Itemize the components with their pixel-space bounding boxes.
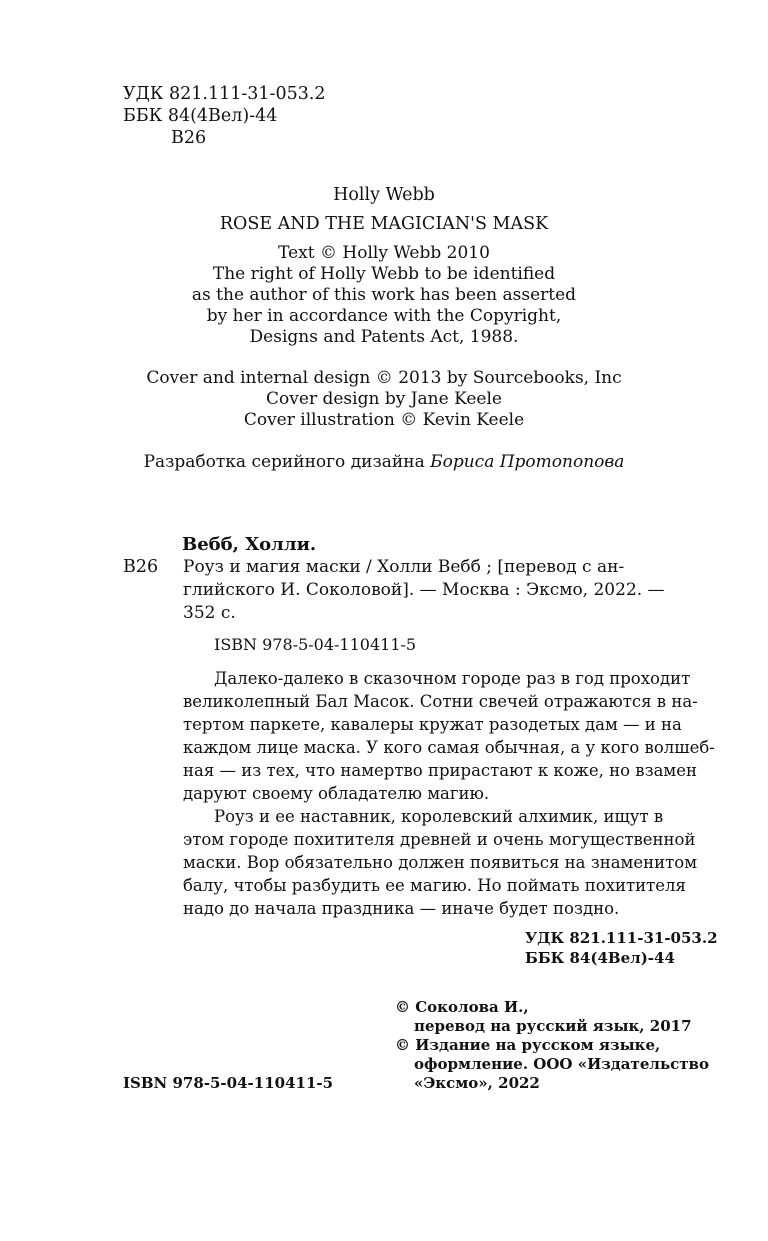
udk-code-top: УДК 821.111-31-053.2 <box>123 84 326 104</box>
annotation-line: даруют своему обладателю магию. <box>183 784 490 803</box>
series-design-name: Бориса Протопопова <box>430 452 625 472</box>
design-line: Cover design by Jane Keele <box>266 389 502 409</box>
footer-copyright-line: «Эксмо», 2022 <box>414 1074 540 1092</box>
catalog-isbn: ISBN 978-5-04-110411-5 <box>214 635 417 654</box>
series-design-line <box>0 452 768 472</box>
annotation-line: каждом лице маска. У кого самая обычная, а у кого волшеб- <box>183 738 715 757</box>
copyright-line: by her in accordance with the Copyright, <box>206 306 562 326</box>
catalog-mark: В26 <box>123 557 159 577</box>
udk-code-bottom: УДК 821.111-31-053.2 <box>525 929 718 947</box>
author-mark-top: В26 <box>171 128 207 148</box>
copyright-line: Text © Holly Webb 2010 <box>278 243 490 263</box>
footer-copyright-line: оформление. ООО «Издательство <box>414 1055 709 1073</box>
bbk-code-top: ББК 84(4Вел)-44 <box>123 106 278 126</box>
annotation-line: тертом паркете, кавалеры кружат разодетых дам — и на <box>183 715 682 734</box>
annotation-line: великолепный Бал Масок. Сотни свечей отражаются в на- <box>183 692 698 711</box>
footer-isbn: ISBN 978-5-04-110411-5 <box>123 1074 334 1092</box>
series-design-prefix: Разработка серийного дизайна <box>143 452 431 472</box>
catalog-description-line: Роуз и магия маски / Холли Вебб ; [перевод с ан- <box>183 557 625 577</box>
annotation-line: надо до начала праздника — иначе будет поздно. <box>183 899 620 918</box>
catalog-description-line: 352 с. <box>183 603 236 623</box>
original-title: ROSE AND THE MAGICIAN'S MASK <box>219 214 549 234</box>
annotation-line: Далеко-далеко в сказочном городе раз в год проходит <box>214 669 691 688</box>
annotation-line: Роуз и ее наставник, королевский алхимик, ищут в <box>214 807 664 826</box>
bbk-code-bottom: ББК 84(4Вел)-44 <box>525 949 675 967</box>
footer-copyright-line: перевод на русский язык, 2017 <box>414 1017 692 1035</box>
original-author: Holly Webb <box>333 185 435 205</box>
annotation-line: маски. Вор обязательно должен появиться на знаменитом <box>183 853 698 872</box>
design-line: Cover illustration © Kevin Keele <box>243 410 525 430</box>
annotation-line: этом городе похитителя древней и очень могущественной <box>183 830 696 849</box>
copyright-line: Designs and Patents Act, 1988. <box>249 327 519 347</box>
annotation-line: ная — из тех, что намертво прирастают к коже, но взамен <box>183 761 698 780</box>
catalog-description-line: глийского И. Соколовой]. — Москва : Эксмо, 2022. — <box>183 580 665 600</box>
design-line: Cover and internal design © 2013 by Sourcebooks, Inc <box>146 368 622 388</box>
footer-copyright-line: © Соколова И., <box>395 998 529 1016</box>
catalog-heading: Вебб, Холли. <box>182 534 317 555</box>
copyright-line: as the author of this work has been asserted <box>191 285 577 305</box>
annotation-line: балу, чтобы разбудить ее магию. Но поймать похитителя <box>183 876 686 895</box>
copyright-line: The right of Holly Webb to be identified <box>212 264 556 284</box>
footer-copyright-line: © Издание на русском языке, <box>395 1036 661 1054</box>
